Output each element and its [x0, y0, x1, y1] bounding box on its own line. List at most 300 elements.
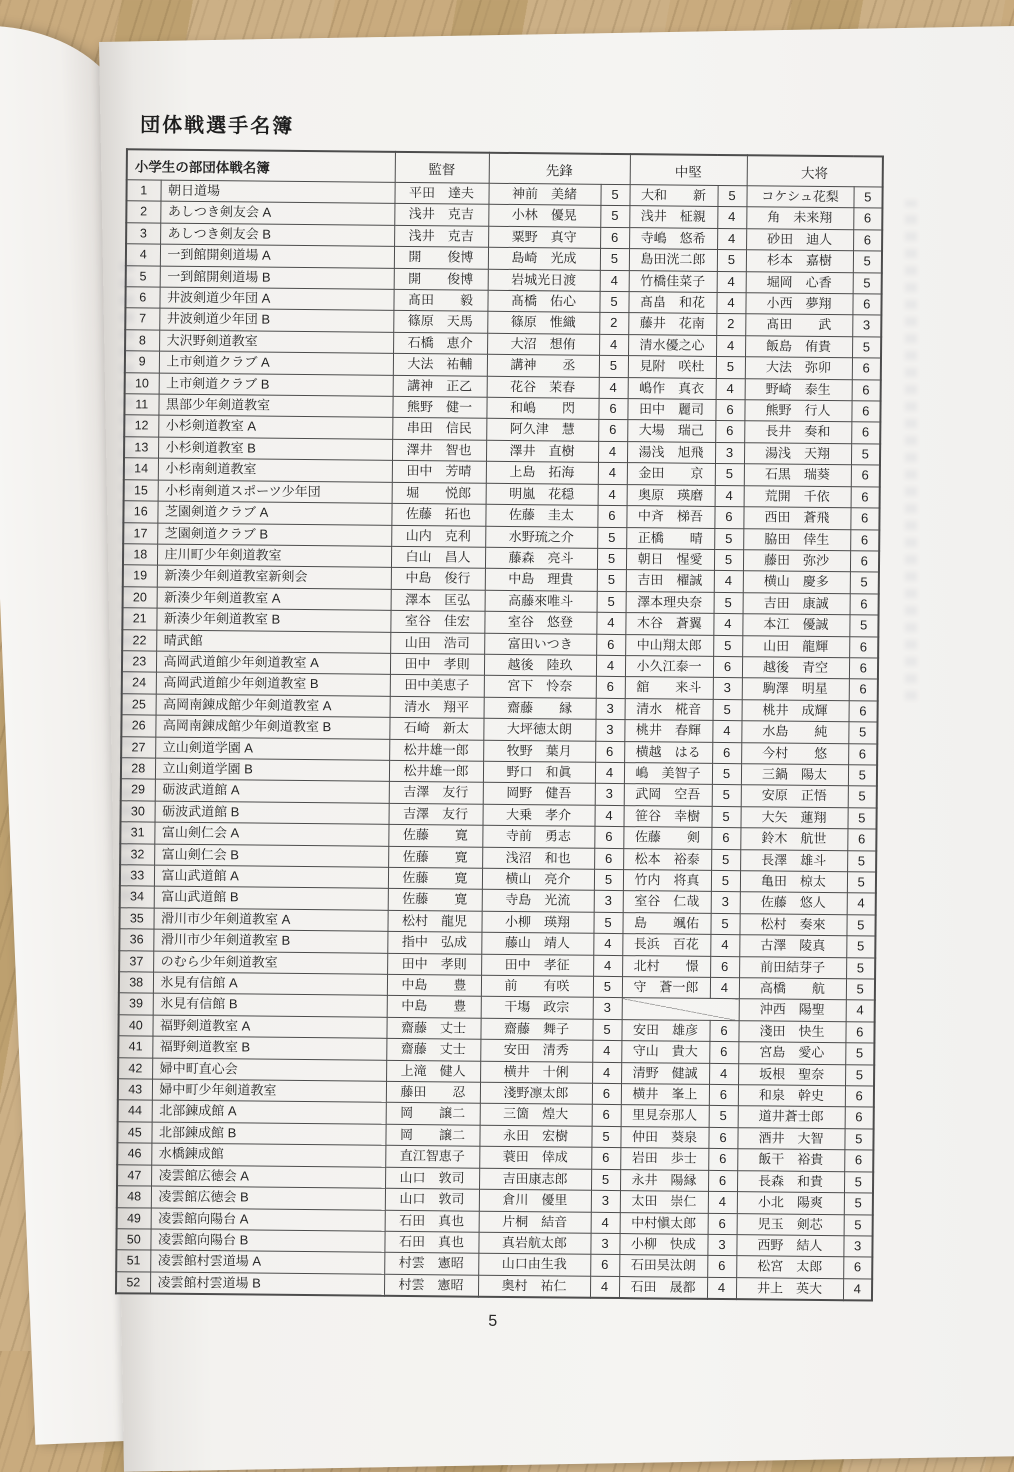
chuken-name-cell: [622, 998, 739, 1021]
coach-name-cell: 開 俊博: [394, 247, 488, 269]
chuken-name-cell: 中村愼太郎: [620, 1212, 708, 1234]
senpo-grade-cell: 5: [600, 249, 629, 271]
team-name-cell: 芝園剣道クラブ A: [157, 501, 391, 525]
chuken-name-cell: 大和 新: [629, 185, 717, 207]
row-number: 38: [119, 972, 153, 994]
row-number: 46: [117, 1143, 151, 1165]
chuken-grade-cell: 3: [711, 892, 740, 914]
table-caption: 小学生の部団体戦名簿: [127, 149, 395, 182]
chuken-grade-cell: 5: [712, 785, 741, 807]
chuken-name-cell: 永井 陽縁: [620, 1169, 708, 1191]
taisho-grade-cell: 5: [853, 251, 882, 273]
coach-name-cell: 串田 信民: [392, 418, 486, 440]
taisho-name-cell: 坂根 聖奈: [738, 1063, 845, 1085]
senpo-grade-cell: 6: [591, 1148, 620, 1170]
taisho-name-cell: 角 未来翔: [746, 207, 853, 229]
row-number: 22: [122, 629, 156, 651]
taisho-grade-cell: 6: [853, 230, 882, 252]
coach-name-cell: 佐藤 寛: [388, 867, 482, 889]
senpo-name-cell: 髙橋 佑心: [487, 290, 599, 312]
senpo-grade-cell: 4: [600, 270, 629, 292]
coach-name-cell: 澤本 匡弘: [391, 589, 485, 611]
team-name-cell: 凌雲館村雲道場 A: [150, 1250, 384, 1274]
senpo-grade-cell: 5: [591, 1126, 620, 1148]
senpo-grade-cell: 4: [596, 612, 625, 634]
taisho-grade-cell: 3: [843, 1236, 872, 1258]
taisho-grade-cell: 6: [850, 529, 879, 551]
senpo-name-cell: 寺前 勇志: [482, 825, 594, 847]
taisho-grade-cell: 5: [850, 572, 879, 594]
coach-name-cell: 松井雄一郎: [389, 760, 483, 782]
chuken-grade-cell: 4: [715, 485, 744, 507]
taisho-grade-cell: 5: [847, 872, 876, 894]
taisho-name-cell: コケシュ花梨: [746, 186, 853, 208]
taisho-name-cell: 大矢 蓮翔: [740, 806, 847, 828]
coach-name-cell: 篠原 天馬: [393, 311, 487, 333]
chuken-name-cell: 松本 裕泰: [623, 848, 711, 870]
team-name-cell: 芝園剣道クラブ B: [157, 523, 391, 547]
taisho-name-cell: 飯干 裕貴: [737, 1149, 844, 1171]
chuken-name-cell: 嶋 美智子: [624, 763, 712, 785]
senpo-grade-cell: 5: [599, 356, 628, 378]
coach-name-cell: 石崎 新太: [389, 717, 483, 739]
team-name-cell: 一到館開剣道場 A: [160, 244, 394, 268]
row-number: 6: [125, 287, 159, 309]
taisho-name-cell: 荒開 千依: [744, 485, 851, 507]
team-name-cell: 朝日道場: [160, 180, 394, 204]
chuken-grade-cell: 6: [708, 1213, 737, 1235]
chuken-grade-cell: 4: [708, 1191, 737, 1213]
senpo-grade-cell: 5: [600, 184, 629, 206]
team-name-cell: のむら少年剣道教室: [153, 951, 387, 975]
taisho-name-cell: 和泉 幹史: [738, 1085, 845, 1107]
chuken-name-cell: 小久江泰一: [625, 656, 713, 678]
chuken-name-cell: 長浜 百花: [622, 934, 710, 956]
team-name-cell: 立山剣道学園 B: [155, 758, 389, 782]
taisho-name-cell: 鈴木 航世: [740, 828, 847, 850]
row-number: 36: [119, 929, 153, 951]
chuken-name-cell: 島田洸二郎: [629, 249, 717, 271]
page-sheet: [99, 25, 1014, 1472]
chuken-grade-cell: 4: [713, 614, 742, 636]
team-name-cell: 庄川町少年剣道教室: [157, 544, 391, 568]
senpo-grade-cell: 3: [596, 698, 625, 720]
taisho-name-cell: 大法 弥卯: [745, 357, 852, 379]
taisho-grade-cell: 6: [852, 294, 881, 316]
chuken-name-cell: 里見奈那人: [621, 1105, 709, 1127]
chuken-name-cell: 金田 京: [627, 463, 715, 485]
row-number: 41: [118, 1036, 152, 1058]
page-number: 5: [488, 1312, 498, 1331]
senpo-name-cell: 片桐 結音: [479, 1211, 591, 1233]
chuken-grade-cell: 3: [715, 442, 744, 464]
senpo-name-cell: 野口 和眞: [483, 761, 595, 783]
coach-name-cell: 上滝 健人: [386, 1060, 480, 1082]
coach-name-cell: 熊野 健一: [392, 396, 486, 418]
taisho-grade-cell: 5: [847, 808, 876, 830]
senpo-grade-cell: 5: [597, 527, 626, 549]
row-number: 1: [126, 180, 160, 202]
senpo-grade-cell: 6: [592, 1105, 621, 1127]
chuken-name-cell: 石田 晟都: [619, 1276, 707, 1299]
taisho-name-cell: 古澤 陵真: [739, 935, 846, 957]
chuken-name-cell: 清野 健誠: [621, 1062, 709, 1084]
senpo-grade-cell: 3: [594, 891, 623, 913]
taisho-grade-cell: 6: [853, 208, 882, 230]
team-name-cell: 井波剣道少年団 A: [159, 287, 393, 311]
taisho-grade-cell: 6: [851, 401, 880, 423]
senpo-name-cell: 安田 清秀: [480, 1039, 592, 1061]
senpo-name-cell: 干塲 政宗: [481, 997, 593, 1019]
chuken-grade-cell: 4: [717, 271, 746, 293]
taisho-grade-cell: 5: [844, 1193, 873, 1215]
row-number: 20: [123, 586, 157, 608]
senpo-name-cell: 藤森 亮斗: [485, 547, 597, 569]
taisho-grade-cell: 5: [851, 444, 880, 466]
coach-name-cell: 清水 翔平: [390, 696, 484, 718]
taisho-name-cell: 水島 純: [741, 721, 848, 743]
taisho-name-cell: 沖西 陽聖: [739, 999, 846, 1021]
team-name-cell: 福野剣道教室 A: [152, 1015, 386, 1039]
row-number: 21: [122, 608, 156, 630]
row-number: 50: [116, 1229, 150, 1251]
senpo-grade-cell: 4: [593, 955, 622, 977]
header-chuken: 中堅: [630, 154, 747, 186]
coach-name-cell: 中島 豊: [387, 996, 481, 1018]
senpo-grade-cell: 6: [592, 1083, 621, 1105]
chuken-grade-cell: 5: [714, 592, 743, 614]
chuken-name-cell: 髙畠 和花: [628, 292, 716, 314]
chuken-grade-cell: 4: [710, 977, 739, 999]
taisho-name-cell: 桃井 成輝: [742, 699, 849, 721]
chuken-name-cell: 桃井 春輝: [624, 720, 712, 742]
row-number: 9: [125, 351, 159, 373]
page-content: [87, 42, 1014, 1336]
coach-name-cell: 髙田 毅: [393, 289, 487, 311]
row-number: 42: [118, 1057, 152, 1079]
coach-name-cell: 田中美恵子: [390, 675, 484, 697]
chuken-name-cell: 藤井 花南: [628, 313, 716, 335]
taisho-name-cell: 越後 青空: [742, 657, 849, 679]
row-number: 37: [119, 950, 153, 972]
coach-name-cell: 岡 譲二: [386, 1103, 480, 1125]
team-name-cell: 凌雲館広徳会 B: [151, 1186, 385, 1210]
chuken-grade-cell: 4: [716, 378, 745, 400]
chuken-name-cell: 清水優之心: [628, 334, 716, 356]
taisho-grade-cell: 5: [844, 1129, 873, 1151]
senpo-grade-cell: 3: [593, 998, 622, 1020]
row-number: 32: [120, 843, 154, 865]
chuken-name-cell: 仲田 葵泉: [620, 1126, 708, 1148]
team-name-cell: 小杉剣道教室 B: [158, 437, 392, 461]
senpo-grade-cell: 5: [592, 1019, 621, 1041]
taisho-name-cell: 酒井 大智: [737, 1128, 844, 1150]
chuken-name-cell: 岩田 歩士: [620, 1148, 708, 1170]
taisho-name-cell: 佐藤 悠人: [740, 892, 847, 914]
chuken-name-cell: 横越 はる: [624, 741, 712, 763]
team-name-cell: 福野剣道教室 B: [152, 1036, 386, 1060]
taisho-grade-cell: 5: [852, 337, 881, 359]
chuken-name-cell: 武岡 空吾: [624, 784, 712, 806]
senpo-grade-cell: 6: [596, 677, 625, 699]
taisho-grade-cell: 6: [843, 1257, 872, 1279]
coach-name-cell: 堀 悦郎: [392, 482, 486, 504]
taisho-grade-cell: 6: [851, 486, 880, 508]
chuken-name-cell: 清水 椛音: [625, 698, 713, 720]
team-name-cell: 一到館開剣道場 B: [160, 266, 394, 290]
taisho-grade-cell: 4: [843, 1278, 872, 1300]
coach-name-cell: 浅井 克吉: [394, 225, 488, 247]
chuken-name-cell: 竹橋佳菜子: [629, 270, 717, 292]
team-name-cell: 大沢野剣道教室: [159, 330, 393, 354]
chuken-name-cell: 石田昊汰朗: [619, 1255, 707, 1277]
coach-name-cell: 平田 達夫: [394, 182, 488, 204]
coach-name-cell: 田中 孝則: [387, 953, 481, 975]
chuken-grade-cell: 5: [715, 464, 744, 486]
coach-name-cell: 中島 俊行: [391, 568, 485, 590]
chuken-name-cell: 木谷 蒼翼: [625, 613, 713, 635]
team-name-cell: 婦中町少年剣道教室: [152, 1079, 386, 1103]
chuken-name-cell: 佐藤 剣: [623, 827, 711, 849]
coach-name-cell: 講神 正乙: [393, 375, 487, 397]
coach-name-cell: 石田 真也: [384, 1231, 478, 1253]
team-name-cell: あしつき剣友会 B: [160, 223, 394, 247]
team-name-cell: 新湊少年剣道教室 B: [156, 608, 390, 632]
chuken-name-cell: 吉田 櫂誠: [626, 570, 714, 592]
team-name-cell: 上市剣道クラブ B: [159, 373, 393, 397]
senpo-name-cell: 淺野凛太郎: [480, 1082, 592, 1104]
coach-name-cell: 澤井 智也: [392, 439, 486, 461]
team-name-cell: 凌雲館向陽台 A: [151, 1208, 385, 1232]
chuken-grade-cell: 5: [711, 870, 740, 892]
senpo-grade-cell: 6: [594, 848, 623, 870]
taisho-grade-cell: 4: [846, 1000, 875, 1022]
chuken-name-cell: 横井 峯上: [621, 1084, 709, 1106]
taisho-name-cell: 松村 奏來: [739, 914, 846, 936]
senpo-grade-cell: 3: [591, 1190, 620, 1212]
chuken-name-cell: 寺嶋 悠希: [629, 227, 717, 249]
senpo-name-cell: 岩城光日渡: [488, 269, 600, 291]
chuken-name-cell: 朝日 惺愛: [626, 548, 714, 570]
coach-name-cell: 佐藤 寛: [388, 889, 482, 911]
chuken-grade-cell: 4: [707, 1277, 736, 1299]
taisho-name-cell: 淺田 快生: [738, 1021, 845, 1043]
senpo-name-cell: 室谷 悠登: [484, 611, 596, 633]
senpo-grade-cell: 2: [599, 313, 628, 335]
row-number: 17: [123, 522, 157, 544]
senpo-grade-cell: 4: [592, 1062, 621, 1084]
taisho-name-cell: 石黒 瑞葵: [744, 464, 851, 486]
chuken-grade-cell: 6: [715, 421, 744, 443]
senpo-grade-cell: 4: [598, 484, 627, 506]
taisho-name-cell: 西野 結人: [736, 1235, 843, 1257]
chuken-name-cell: 小柳 快成: [619, 1233, 707, 1255]
senpo-name-cell: 和嶋 閃: [486, 397, 598, 419]
coach-name-cell: 大法 祐輔: [393, 354, 487, 376]
row-number: 34: [120, 886, 154, 908]
senpo-grade-cell: 4: [593, 934, 622, 956]
senpo-name-cell: 岡野 健吾: [483, 783, 595, 805]
senpo-grade-cell: 5: [594, 869, 623, 891]
row-number: 23: [122, 651, 156, 673]
taisho-grade-cell: 5: [846, 915, 875, 937]
coach-name-cell: 指中 弘成: [387, 932, 481, 954]
row-number: 14: [124, 458, 158, 480]
senpo-name-cell: 吉田康志郎: [479, 1168, 591, 1190]
senpo-name-cell: 越後 陸玖: [484, 654, 596, 676]
taisho-grade-cell: 6: [845, 1022, 874, 1044]
senpo-name-cell: 前 有咲: [481, 975, 593, 997]
senpo-grade-cell: 5: [593, 912, 622, 934]
coach-name-cell: 山内 克利: [391, 525, 485, 547]
senpo-grade-cell: 6: [590, 1255, 619, 1277]
roster-table-body: [116, 180, 883, 1301]
chuken-grade-cell: 3: [713, 678, 742, 700]
taisho-name-cell: 砂田 迪人: [746, 229, 853, 251]
senpo-name-cell: 横井 十俐: [480, 1061, 592, 1083]
row-number: 8: [125, 330, 159, 352]
team-name-cell: あしつき剣友会 A: [160, 202, 394, 226]
chuken-name-cell: 守山 貴大: [621, 1041, 709, 1063]
header-coach: 監督: [395, 152, 489, 183]
senpo-name-cell: 大沼 想侑: [487, 333, 599, 355]
coach-name-cell: 田中 芳晴: [392, 461, 486, 483]
taisho-grade-cell: 6: [849, 636, 878, 658]
chuken-name-cell: 澤本理央奈: [626, 591, 714, 613]
taisho-grade-cell: 6: [849, 658, 878, 680]
chuken-grade-cell: 4: [716, 292, 745, 314]
row-number: 45: [117, 1122, 151, 1144]
taisho-grade-cell: 5: [849, 615, 878, 637]
team-name-cell: 水橋錬成館: [151, 1143, 385, 1167]
coach-name-cell: 石田 真也: [385, 1210, 479, 1232]
row-number: 47: [117, 1164, 151, 1186]
row-number: 7: [125, 308, 159, 330]
taisho-grade-cell: 6: [847, 829, 876, 851]
taisho-name-cell: 井上 英大: [736, 1277, 843, 1300]
chuken-grade-cell: 6: [709, 1020, 738, 1042]
row-number: 5: [126, 265, 160, 287]
taisho-name-cell: 児玉 剣芯: [737, 1213, 844, 1235]
row-number: 51: [116, 1250, 150, 1272]
coach-name-cell: 村雲 憲昭: [384, 1253, 478, 1275]
senpo-name-cell: 神前 美緒: [488, 183, 600, 205]
chuken-grade-cell: 6: [708, 1170, 737, 1192]
chuken-name-cell: 島 颯佑: [622, 912, 710, 934]
senpo-grade-cell: 3: [590, 1233, 619, 1255]
taisho-grade-cell: 5: [853, 272, 882, 294]
chuken-grade-cell: 6: [711, 828, 740, 850]
senpo-grade-cell: 4: [598, 463, 627, 485]
taisho-grade-cell: 5: [845, 1064, 874, 1086]
senpo-grade-cell: 3: [595, 719, 624, 741]
row-number: 15: [124, 479, 158, 501]
taisho-grade-cell: 5: [848, 722, 877, 744]
chuken-grade-cell: 6: [707, 1256, 736, 1278]
senpo-grade-cell: 6: [594, 826, 623, 848]
taisho-grade-cell: 5: [845, 1043, 874, 1065]
taisho-name-cell: 山田 龍輝: [742, 635, 849, 657]
senpo-grade-cell: 4: [595, 762, 624, 784]
coach-name-cell: 白山 昌人: [391, 546, 485, 568]
taisho-name-cell: 三鍋 陽太: [741, 764, 848, 786]
row-number: 29: [121, 779, 155, 801]
taisho-name-cell: 長森 和貴: [737, 1170, 844, 1192]
taisho-grade-cell: 6: [844, 1150, 873, 1172]
team-name-cell: 新湊少年剣道教室新剣会: [157, 565, 391, 589]
coach-name-cell: 山口 敦司: [385, 1188, 479, 1210]
taisho-name-cell: 小西 夢翔: [745, 293, 852, 315]
taisho-name-cell: 長井 奏和: [744, 421, 851, 443]
team-name-cell: 凌雲館向陽台 B: [150, 1229, 384, 1253]
coach-name-cell: 室谷 佳宏: [390, 610, 484, 632]
senpo-grade-cell: 4: [598, 441, 627, 463]
senpo-name-cell: 山口由生我: [478, 1254, 590, 1276]
senpo-name-cell: 阿久津 慧: [486, 419, 598, 441]
senpo-name-cell: 横山 亮介: [482, 868, 594, 890]
coach-name-cell: 開 俊博: [394, 268, 488, 290]
taisho-grade-cell: 5: [846, 979, 875, 1001]
taisho-grade-cell: 6: [848, 743, 877, 765]
chuken-grade-cell: 5: [713, 635, 742, 657]
team-name-cell: 小杉南剣道スポーツ少年団: [158, 480, 392, 504]
team-name-cell: 砺波武道館 B: [155, 801, 389, 825]
senpo-grade-cell: 5: [597, 548, 626, 570]
senpo-grade-cell: 5: [593, 976, 622, 998]
team-name-cell: 滑川市少年剣道教室 B: [153, 929, 387, 953]
senpo-name-cell: 宮下 怜奈: [484, 676, 596, 698]
taisho-name-cell: 今村 悠: [741, 742, 848, 764]
row-number: 49: [117, 1207, 151, 1229]
chuken-grade-cell: 6: [714, 507, 743, 529]
senpo-name-cell: 水野琉之介: [485, 526, 597, 548]
team-name-cell: 高岡武道館少年剣道教室 A: [156, 651, 390, 675]
row-number: 2: [126, 201, 160, 223]
team-name-cell: 氷見有信館 A: [153, 972, 387, 996]
coach-name-cell: 中島 豊: [387, 974, 481, 996]
taisho-grade-cell: 5: [844, 1171, 873, 1193]
taisho-name-cell: 本江 優誠: [742, 614, 849, 636]
chuken-grade-cell: 5: [713, 699, 742, 721]
coach-name-cell: 浅井 克吉: [394, 204, 488, 226]
senpo-name-cell: 大坪徳太朗: [483, 718, 595, 740]
team-name-cell: 新湊少年剣道教室 A: [157, 587, 391, 611]
senpo-grade-cell: 4: [590, 1276, 619, 1298]
chuken-name-cell: 笹谷 幸樹: [623, 805, 711, 827]
senpo-grade-cell: 4: [599, 377, 628, 399]
taisho-name-cell: 熊野 行人: [744, 400, 851, 422]
team-name-cell: 立山剣道学園 A: [155, 737, 389, 761]
senpo-name-cell: 真岩航太郎: [478, 1232, 590, 1254]
team-name-cell: 砺波武道館 A: [155, 779, 389, 803]
row-number: 3: [126, 223, 160, 245]
chuken-name-cell: 浅井 柾親: [629, 206, 717, 228]
row-number: 12: [124, 415, 158, 437]
senpo-name-cell: 講神 丞: [487, 354, 599, 376]
taisho-grade-cell: 5: [846, 957, 875, 979]
chuken-grade-cell: 4: [717, 228, 746, 250]
senpo-grade-cell: 6: [598, 420, 627, 442]
senpo-grade-cell: 6: [597, 505, 626, 527]
row-number: 27: [121, 736, 155, 758]
chuken-name-cell: 竹内 将真: [623, 870, 711, 892]
team-name-cell: 小杉南剣道教室: [158, 458, 392, 482]
taisho-grade-cell: 6: [849, 700, 878, 722]
senpo-name-cell: 小柳 瑛翔: [481, 911, 593, 933]
row-number: 16: [123, 501, 157, 523]
chuken-name-cell: 正橋 晴: [626, 527, 714, 549]
senpo-name-cell: 齋藤 縁: [484, 697, 596, 719]
